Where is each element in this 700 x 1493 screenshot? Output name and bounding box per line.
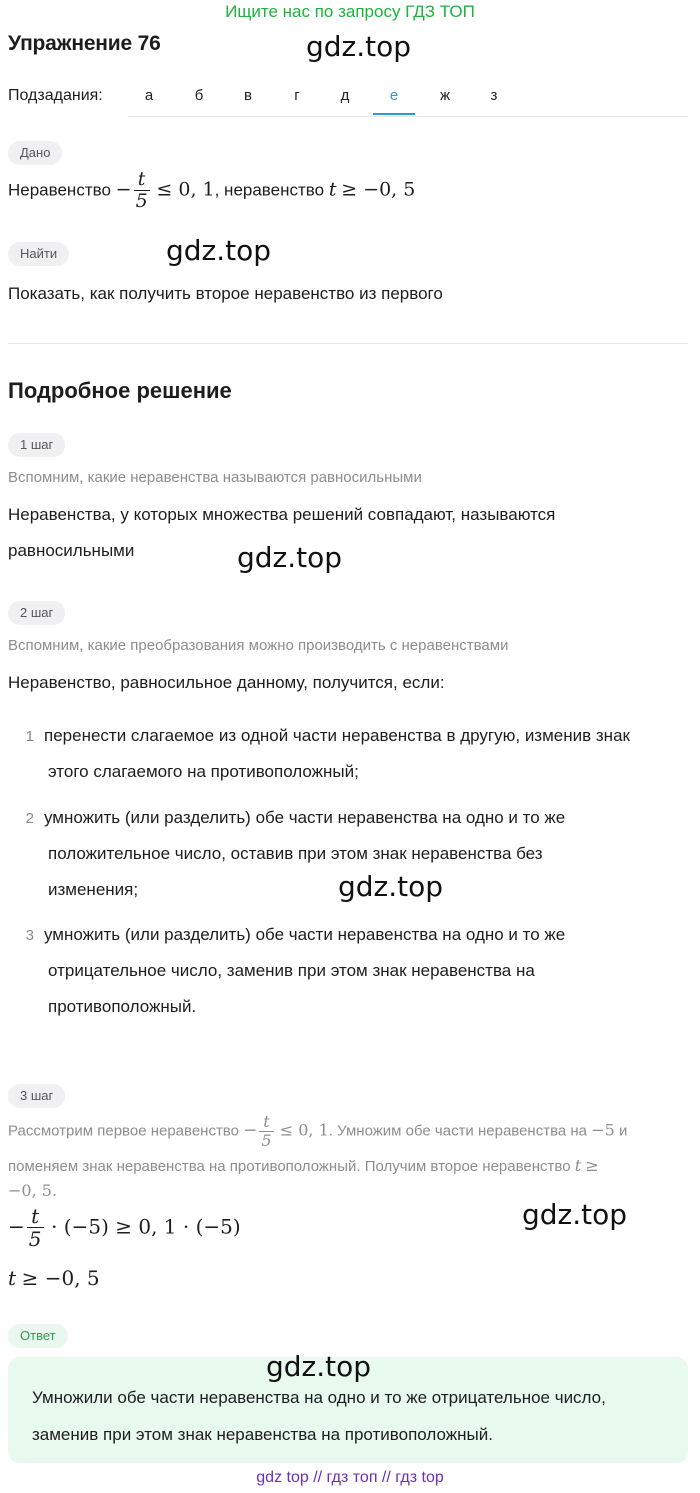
list-item-2-line3: изменения; xyxy=(48,880,139,899)
tab-subtask-b[interactable]: б xyxy=(194,87,204,104)
step1-text-line2: равносильными xyxy=(8,541,135,560)
list-item-1-line1: перенести слагаемое из одной части неравенства в другую, изменив знак xyxy=(44,726,630,745)
solution-heading: Подробное решение xyxy=(8,378,232,403)
tab-subtask-v[interactable]: в xyxy=(244,87,252,104)
subtasks-label: Подзадания: xyxy=(8,87,103,104)
given-badge: Дано xyxy=(8,141,62,165)
list-item-3-line3: противоположный. xyxy=(48,997,197,1016)
subtasks-tabs xyxy=(128,80,688,117)
step3-hint-line2: поменяем знак неравенства на противоположный. Получим второе неравенство t ≥ xyxy=(8,1156,599,1175)
watermark: gdz.top xyxy=(522,1198,628,1231)
list-item-3-line2: отрицательное число, заменив при этом знак неравенства на xyxy=(48,961,535,980)
step3-hint-line1: Рассмотрим первое неравенство − $\frac{t}{5}$ ≤ 0, 1. Умножим обе части неравенства на −5 и xyxy=(8,1112,628,1150)
step3-hint-line3: −0, 5. xyxy=(8,1181,58,1200)
answer-line1: Умножили обе части неравенства на одно и то же отрицательное число, xyxy=(32,1388,606,1407)
page-title: Упражнение 76 xyxy=(8,32,161,55)
list-item-3-number: 3 xyxy=(25,927,34,944)
answer-line2: заменив при этом знак неравенства на противоположный. xyxy=(32,1425,493,1444)
footer-links[interactable]: gdz top // гдз топ // гдз top xyxy=(256,1469,444,1486)
tab-subtask-d[interactable]: д xyxy=(340,87,350,104)
step2-hint: Вспомним, какие преобразования можно производить с неравенствами xyxy=(8,637,509,654)
list-item-1-number: 1 xyxy=(25,728,34,745)
step3-calc-2: t ≥ −0, 5 xyxy=(8,1266,100,1290)
watermark: gdz.top xyxy=(266,1350,372,1383)
find-text: Показать, как получить второе неравенство из первого xyxy=(8,284,443,303)
tab-subtask-z[interactable]: з xyxy=(490,87,498,104)
step3-calc-1: − $\frac{t}{5}$ · (−5) ≥ 0, 1 · (−5) xyxy=(8,1204,241,1251)
find-badge: Найти xyxy=(8,242,69,266)
step1-hint: Вспомним, какие неравенства называются равносильными xyxy=(8,469,422,486)
step2-badge: 2 шаг xyxy=(8,601,65,625)
tab-subtask-g[interactable]: г xyxy=(294,87,300,104)
step3-badge: 3 шаг xyxy=(8,1084,65,1108)
step2-intro: Неравенство, равносильное данному, получится, если: xyxy=(8,673,445,692)
top-banner[interactable]: Ищите нас по запросу ГДЗ ТОП xyxy=(225,2,475,21)
tab-subtask-zh[interactable]: ж xyxy=(439,87,451,104)
watermark: gdz.top xyxy=(237,541,343,574)
tab-subtask-e[interactable]: е xyxy=(373,80,415,115)
list-item-2-line1: умножить (или разделить) обе части неравенства на одно и то же xyxy=(44,808,566,827)
step1-badge: 1 шаг xyxy=(8,433,65,457)
tab-subtask-a[interactable]: а xyxy=(144,87,154,104)
list-item-2-number: 2 xyxy=(25,810,34,827)
answer-badge: Ответ xyxy=(8,1324,68,1348)
section-divider xyxy=(8,343,688,344)
given-statement: Неравенство − $\frac{t}{5}$ ≤ 0, 1, неравенство t ≥ −0, 5 xyxy=(8,168,416,212)
list-item-1-line2: этого слагаемого на противоположный; xyxy=(48,762,359,781)
watermark: gdz.top xyxy=(338,870,444,903)
step1-text-line1: Неравенства, у которых множества решений совпадают, называются xyxy=(8,505,556,524)
watermark: gdz.top xyxy=(166,234,272,267)
list-item-2-line2: положительное число, оставив при этом знак неравенства без xyxy=(48,844,543,863)
watermark: gdz.top xyxy=(306,30,412,63)
list-item-3-line1: умножить (или разделить) обе части неравенства на одно и то же xyxy=(44,925,566,944)
